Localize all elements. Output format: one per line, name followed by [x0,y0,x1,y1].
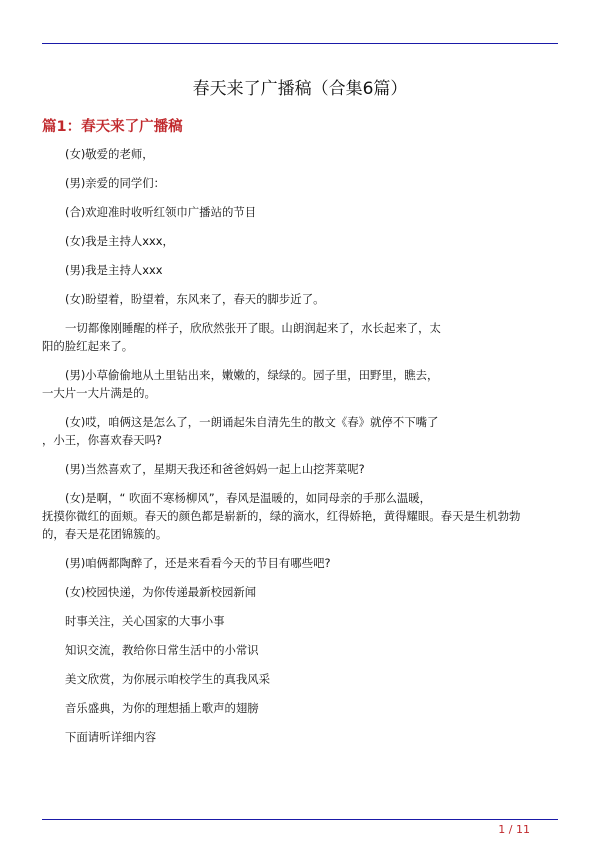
paragraph: (女)哎，咱俩这是怎么了，一朗诵起朱自清先生的散文《春》就停不下嘴了 ，小王，你喜欢春天吗? [42,415,439,447]
paragraph: (男)我是主持人xxx [65,263,163,277]
section-heading: 篇1：春天来了广播稿 [42,119,183,135]
paragraph: 下面请听详细内容 [65,730,157,744]
paragraph: 时事关注，关心国家的大事小事 [65,614,225,628]
paragraph: (男)咱俩都陶醉了，还是来看看今天的节目有哪些吧? [65,556,331,570]
paragraph: (男)亲爱的同学们： [65,176,166,190]
paragraph: 一切都像刚睡醒的样子，欣欣然张开了眼。山朗润起来了，水长起来了，太 阳的脸红起来了。 [42,321,441,353]
page-number: 1 / 11 [498,823,530,836]
paragraph: (合)欢迎准时收听红领巾广播站的节目 [65,205,257,219]
paragraph: 美文欣赏，为你展示咱校学生的真我风采 [65,672,271,686]
paragraph: (男)当然喜欢了，星期天我还和爸爸妈妈一起上山挖荠菜呢? [65,462,365,476]
paragraph: 知识交流，教给你日常生活中的小常识 [65,643,259,657]
paragraph: (女)是啊，“ 吹面不寒杨柳风”，春风是温暖的，如同母亲的手那么温暖， 抚摸你微红的面颊。春天的颜色都是崭新的，绿的滴水，红得娇艳，黄得耀眼。春天是生机勃勃 的，春天是花团锦簇的。 [42,491,521,541]
paragraph: (女)盼望着，盼望着，东风来了，春天的脚步近了。 [65,292,325,306]
paragraph: (男)小草偷偷地从土里钻出来，嫩嫩的，绿绿的。园子里，田野里，瞧去， 一大片一大片满是的。 [42,368,439,400]
paragraph: 音乐盛典，为你的理想插上歌声的翅膀 [65,701,259,715]
header-rule [42,43,558,44]
paragraph: (女)我是主持人xxx， [65,234,174,248]
paragraph: (女)敬爱的老师， [65,147,154,161]
paragraph: (女)校园快递，为你传递最新校园新闻 [65,585,257,599]
document-body [42,145,558,757]
document-title: 春天来了广播稿（合集6篇） [192,79,408,99]
footer-rule [42,819,558,820]
